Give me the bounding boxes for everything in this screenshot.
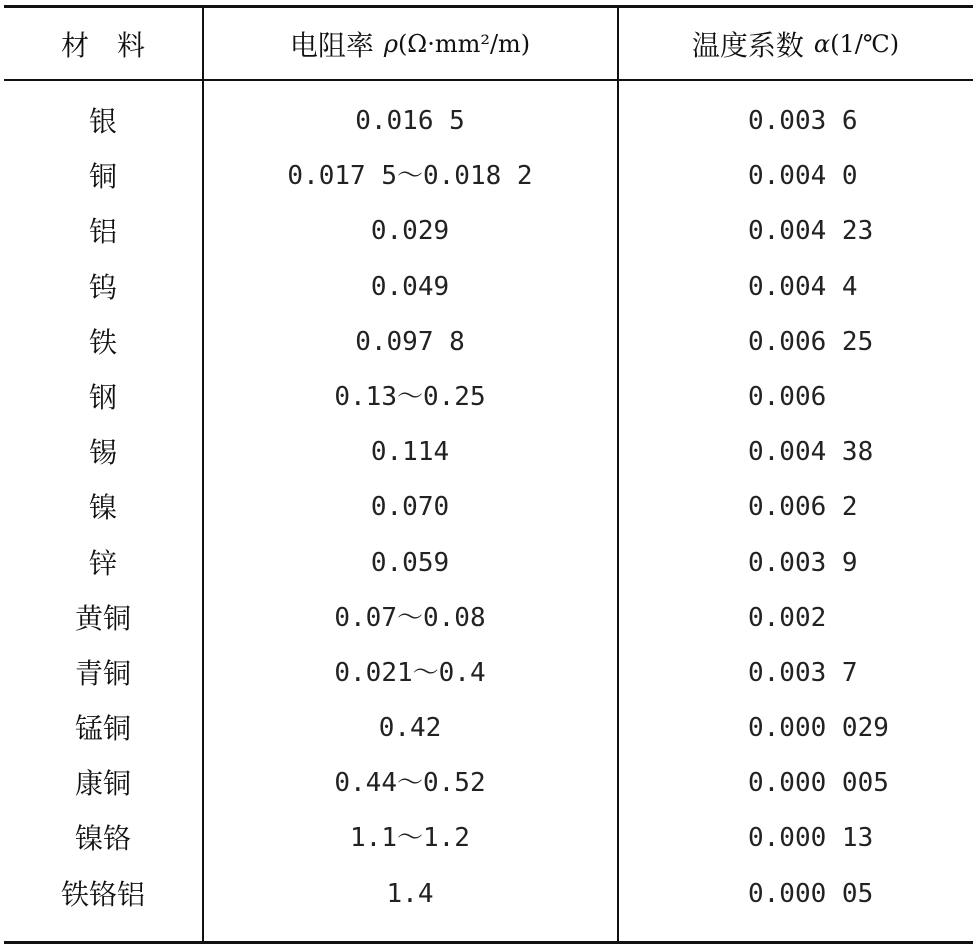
material-name: 黄铜 xyxy=(74,601,131,635)
table-row xyxy=(4,756,973,811)
material-name: 青铜 xyxy=(74,656,131,690)
header-resistivity xyxy=(203,8,617,79)
header-resistivity-label: 电阻率 xyxy=(289,28,374,62)
resistivity-value: 1.4 xyxy=(386,878,434,909)
temp-coeff-value: 0.000 005 xyxy=(748,768,889,799)
table-row xyxy=(4,315,973,370)
material-name: 镍 xyxy=(88,491,117,525)
resistivity-value: 1.1～1.2 xyxy=(350,823,470,854)
table-row xyxy=(4,480,973,535)
table-row xyxy=(4,94,973,149)
temp-coeff-value: 0.006 xyxy=(748,381,827,412)
temp-coeff-value: 0.000 13 xyxy=(748,823,874,854)
resistivity-value: 0.017 5～0.018 2 xyxy=(287,161,533,192)
material-name: 钢 xyxy=(88,380,117,414)
resistivity-value: 0.059 xyxy=(370,547,450,578)
resistivity-value: 0.13～0.25 xyxy=(334,381,486,412)
header-resistivity-symbol: ρ xyxy=(383,29,398,58)
header-temp-coeff-label: 温度系数 xyxy=(691,28,804,62)
header-temp-coeff xyxy=(618,8,973,79)
material-name: 镍铬 xyxy=(74,822,131,856)
header-material-label: 材料 xyxy=(60,28,173,62)
resistivity-value: 0.114 xyxy=(370,437,450,468)
material-name: 铁铬铝 xyxy=(60,877,145,911)
table-body xyxy=(4,94,973,922)
temp-coeff-value: 0.003 6 xyxy=(748,106,858,136)
material-name: 银 xyxy=(88,105,117,138)
material-name: 铁 xyxy=(88,325,117,359)
header-resistivity-unit: (Ω·mm²/m) xyxy=(397,29,531,58)
temp-coeff-value: 0.003 9 xyxy=(748,547,858,578)
table-row xyxy=(4,425,973,480)
temp-coeff-value: 0.004 4 xyxy=(748,271,858,302)
material-name: 锰铜 xyxy=(74,712,131,746)
material-name: 锌 xyxy=(88,546,117,580)
material-name: 锡 xyxy=(88,436,117,470)
temp-coeff-value: 0.004 23 xyxy=(748,216,874,247)
material-name: 铜 xyxy=(88,160,117,194)
table-row xyxy=(4,867,973,922)
temp-coeff-value: 0.004 0 xyxy=(748,161,858,192)
temp-coeff-value: 0.006 25 xyxy=(748,326,874,357)
header-material xyxy=(4,8,202,79)
table-row xyxy=(4,701,973,756)
resistivity-value: 0.07～0.08 xyxy=(334,602,486,633)
temp-coeff-value: 0.000 05 xyxy=(748,878,874,909)
table-bottom-rule xyxy=(4,941,973,944)
header-temp-coeff-symbol: α xyxy=(813,29,831,58)
resistivity-value: 0.049 xyxy=(370,271,450,302)
resistivity-value: 0.42 xyxy=(378,713,442,744)
temp-coeff-value: 0.000 029 xyxy=(748,713,889,744)
table-row xyxy=(4,811,973,866)
material-name: 康铜 xyxy=(74,767,131,801)
resistivity-value: 0.097 8 xyxy=(355,326,465,357)
temp-coeff-value: 0.002 xyxy=(748,602,827,633)
resistivity-value: 0.44～0.52 xyxy=(334,768,486,799)
table-row xyxy=(4,536,973,591)
table-row xyxy=(4,370,973,425)
header-bottom-rule xyxy=(4,79,973,81)
resistivity-value: 0.021～0.4 xyxy=(334,657,486,688)
temp-coeff-value: 0.003 7 xyxy=(748,657,858,688)
material-name: 钨 xyxy=(88,270,117,304)
header-temp-coeff-unit: (1/℃) xyxy=(830,29,900,58)
table-row xyxy=(4,591,973,646)
material-properties-table xyxy=(4,5,973,943)
resistivity-value: 0.070 xyxy=(370,492,450,523)
table-row xyxy=(4,646,973,701)
material-name: 铝 xyxy=(88,215,117,249)
temp-coeff-value: 0.004 38 xyxy=(748,437,874,468)
temp-coeff-value: 0.006 2 xyxy=(748,492,858,523)
resistivity-value: 0.016 5 xyxy=(355,106,465,136)
table-row xyxy=(4,260,973,315)
table-row xyxy=(4,204,973,259)
resistivity-value: 0.029 xyxy=(370,216,450,247)
table-row xyxy=(4,149,973,204)
